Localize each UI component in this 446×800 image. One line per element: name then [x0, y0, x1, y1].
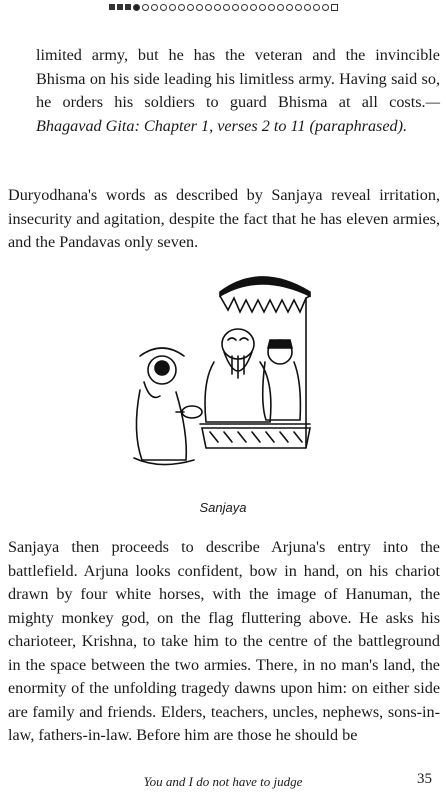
progress-dot: [268, 4, 275, 11]
progress-dot: [196, 4, 203, 11]
running-footer-title: You and I do not have to judge: [143, 774, 303, 789]
citation: —Bhagavad Gita: Chapter 1, verses 2 to 11 (paraphrased).: [36, 93, 440, 135]
progress-square: [117, 4, 123, 10]
progress-dot: [151, 4, 158, 11]
progress-dot: [250, 4, 257, 11]
progress-dot: [295, 4, 302, 11]
progress-dot: [133, 4, 140, 11]
progress-dot: [241, 4, 248, 11]
progress-dot: [322, 4, 329, 11]
progress-dot: [259, 4, 266, 11]
progress-dot: [232, 4, 239, 11]
reading-progress-indicator: [0, 4, 446, 11]
progress-dot: [304, 4, 311, 11]
progress-dot: [169, 4, 176, 11]
progress-dot: [214, 4, 221, 11]
figure-caption: Sanjaya: [199, 500, 247, 515]
progress-square: [109, 4, 115, 10]
page-number: 35: [417, 771, 432, 787]
progress-dot: [187, 4, 194, 11]
progress-square: [125, 4, 131, 10]
paragraph-duryodhana: Duryodhana's words as described by Sanjaya reveal irritation, insecurity and agitation, despite the fact that he has eleven armies, and the Pandavas only seven.: [8, 186, 440, 251]
progress-dot: [313, 4, 320, 11]
progress-dot: [277, 4, 284, 11]
paragraph-quote-end: [36, 44, 440, 138]
progress-dot: [178, 4, 185, 11]
progress-dot: [205, 4, 212, 11]
paragraph-text: limited army, but he has the veteran and the invincible Bhisma on his side leading his limitless army. Having said so, he orders his soldiers to guard Bhisma at all costs.: [36, 46, 440, 111]
progress-end-square: [331, 4, 338, 11]
progress-dot: [286, 4, 293, 11]
progress-dot: [223, 4, 230, 11]
paragraph-arjuna: Sanjaya then proceeds to describe Arjuna's entry into the battlefield. Arjuna looks confident, bow in hand, on his chariot drawn by four white horses, with the image of Hanuman, the mighty monkey god, on the flag fluttering above. He asks his charioteer, Krishna, to take him to the centre of the battleground in the space between the two armies. There, in no man's land, the enormity of the unfolding tragedy dawns upon him: on either side are family and friends. Elders, teachers, uncles, nephews, sons-in-law, fathers-in-law. Before him are those he should be: [8, 538, 440, 744]
progress-dot: [142, 4, 149, 11]
progress-dot: [160, 4, 167, 11]
sanjaya-illustration: [110, 262, 340, 492]
